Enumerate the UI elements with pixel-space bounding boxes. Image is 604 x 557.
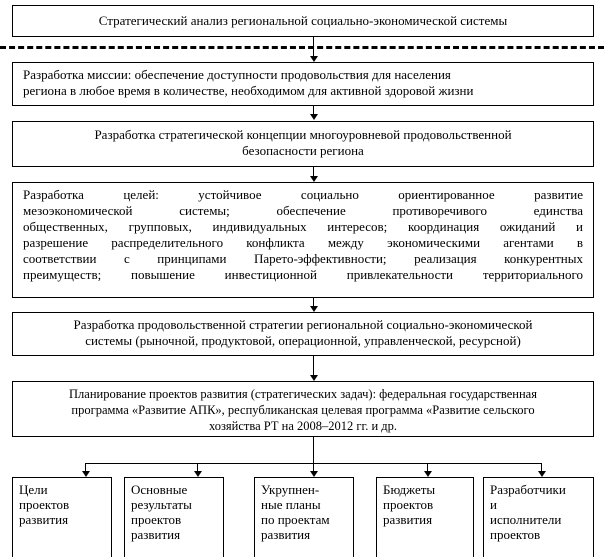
bottom-box-line: Цели (19, 482, 48, 497)
bottom-box-line: развития (131, 527, 181, 542)
goals-line: Разработка целей: устойчивое социально ориентированное развитие (23, 187, 583, 202)
bottom-box-line: Разработчики (490, 482, 566, 497)
concept-line-1: Разработка стратегической концепции многоуровневой продовольственной (94, 127, 512, 142)
bottom-box-budgets (376, 477, 474, 557)
goals-line: соответствии с принципами Парето-эффективности; реализация конкурентных (23, 251, 583, 266)
bottom-box-line: ные планы (261, 497, 321, 512)
bottom-box-line: Бюджеты (383, 482, 436, 497)
mission-box (12, 62, 594, 106)
bottom-box-line: развития (19, 512, 69, 527)
planning-line-2: программа «Развитие АПК», республиканская целевая программа «Развитие сельского (71, 403, 535, 417)
bottom-box-developers (483, 477, 594, 557)
connector-line (313, 356, 314, 376)
mission-line-1: Разработка миссии: обеспечение доступности продовольствия для населения (23, 67, 451, 82)
title-box (12, 5, 594, 37)
bottom-box-goals (12, 477, 112, 557)
title-text: Стратегический анализ региональной социально-экономической системы (98, 13, 508, 28)
bottom-box-line: проектов (19, 497, 70, 512)
connector-line (313, 37, 314, 57)
bottom-box-line: проектов (490, 527, 541, 542)
mission-line-2: региона в любое время в количестве, необходимом для активной здоровой жизни (23, 83, 474, 98)
goals-line: мезоэкономической системы; обеспечение противоречивого единства (23, 203, 583, 218)
goals-line: общественных, групповых, индивидуальных интересов; координация ожиданий и (23, 219, 583, 234)
bottom-box-line: Укрупнен- (261, 482, 320, 497)
bottom-box-line: проектов (383, 497, 434, 512)
strategy-box (12, 312, 594, 356)
goals-box (12, 182, 594, 298)
arrow-icon (310, 114, 318, 120)
concept-box (12, 121, 594, 167)
planning-line-3: хозяйства РТ на 2008–2012 гг. и др. (208, 419, 398, 433)
planning-line-1: Планирование проектов развития (стратегических задач): федеральная государственная (69, 387, 537, 401)
bottom-box-line: проектов (131, 512, 182, 527)
bottom-box-line: развития (383, 512, 433, 527)
goals-line: преимуществ; повышение инвестиционной привлекательности территориального (23, 267, 583, 282)
strategy-line-2: системы (рыночной, продуктовой, операционной, управленческой, ресурсной) (85, 333, 521, 348)
goals-line: разрешение распределительного конфликта между экономическими агентами в (23, 235, 583, 250)
strategy-line-1: Разработка продовольственной стратегии региональной социально-экономической (73, 317, 533, 332)
bottom-box-line: Основные (131, 482, 188, 497)
bottom-box-line: по проектам (261, 512, 330, 527)
connector-line (313, 437, 314, 463)
bottom-box-results (124, 477, 224, 557)
concept-line-2: безопасности региона (242, 143, 364, 158)
bottom-box-line: исполнители (490, 512, 562, 527)
planning-box (12, 381, 594, 437)
dashed-separator (0, 46, 604, 49)
bottom-box-plans (254, 477, 354, 557)
bottom-box-line: и (490, 497, 497, 512)
bottom-box-line: развития (261, 527, 311, 542)
bottom-box-line: результаты (131, 497, 192, 512)
